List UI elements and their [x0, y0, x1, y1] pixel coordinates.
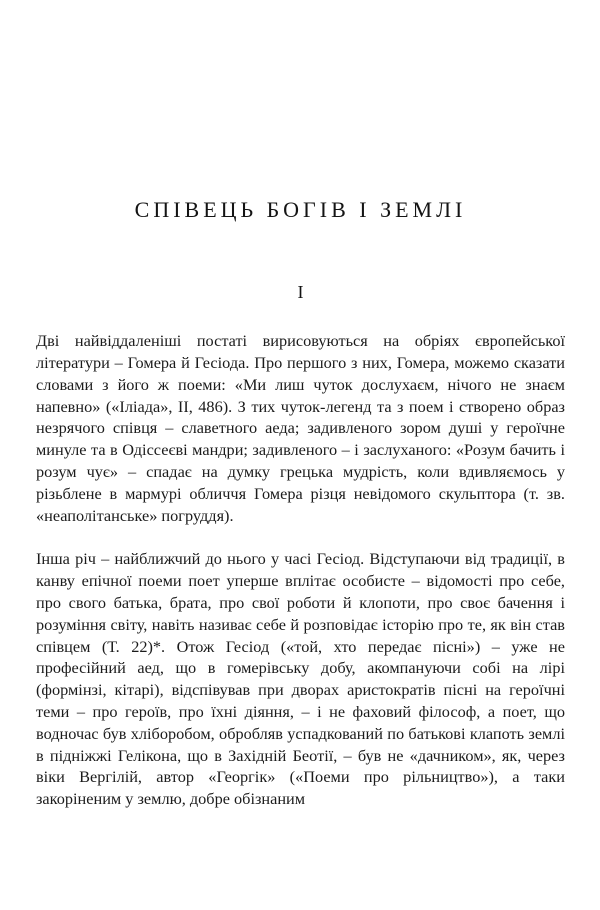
- body-text: [36, 330, 565, 810]
- paragraph: Дві найвіддаленіші постаті вирисовуються на обріях європейської літератури – Гомера й Гесіода. Про першого з них, Гомера, можемо сказати словами з його ж поеми: «Ми лиш чуток дослухаєм, нічого не знаєм напевно» («Іліада», ІІ, 486). З тих чуток-легенд та з поем і створено образ незрячого співця – славетного аеда; задивленого зором душі у героїчне минуле та в Одіссеєві мандри; задивленого – і заслуханого: «Розум бачить і розум чує» – спадає на думку грецька мудрість, коли вдивляємось у різьблене в мармурі обличчя Гомера різця невідомого скульптора (т. зв. «неаполітанське» погруддя).: [36, 331, 565, 525]
- chapter-title: СПІВЕЦЬ БОГІВ І ЗЕМЛІ: [134, 197, 467, 222]
- paragraph: Інша річ – найближчий до нього у часі Гесіод. Відступаючи від традиції, в канву епічної поеми поет уперше вплітає особисте – відомості про себе, про свого батька, брата, про свої роботи й клопоти, про своє бачення і розуміння світу, навіть називає себе й розповідає історію про те, як він став співцем (Т. 22)*. Отож Гесіод («той, хто передає пісні») – уже не професійний аед, що в гомерівську добу, акомпануючи собі на лірі (формінзі, кітарі), відспівував при дворах аристократів пісні на героїчні теми – про героїв, про їхні діяння, – і не фаховий філософ, а поет, що водночас був хліборобом, обробляв успадкований по батькові клапоть землі в підніжжі Гелікона, що в Західній Беотії, – був не «дачником», як, через віки Вергілій, автор «Георгік» («Поеми про рільництво»), а таки закоріненим у землю, добре обізнаним: [36, 549, 565, 809]
- section-numeral: І: [297, 282, 304, 303]
